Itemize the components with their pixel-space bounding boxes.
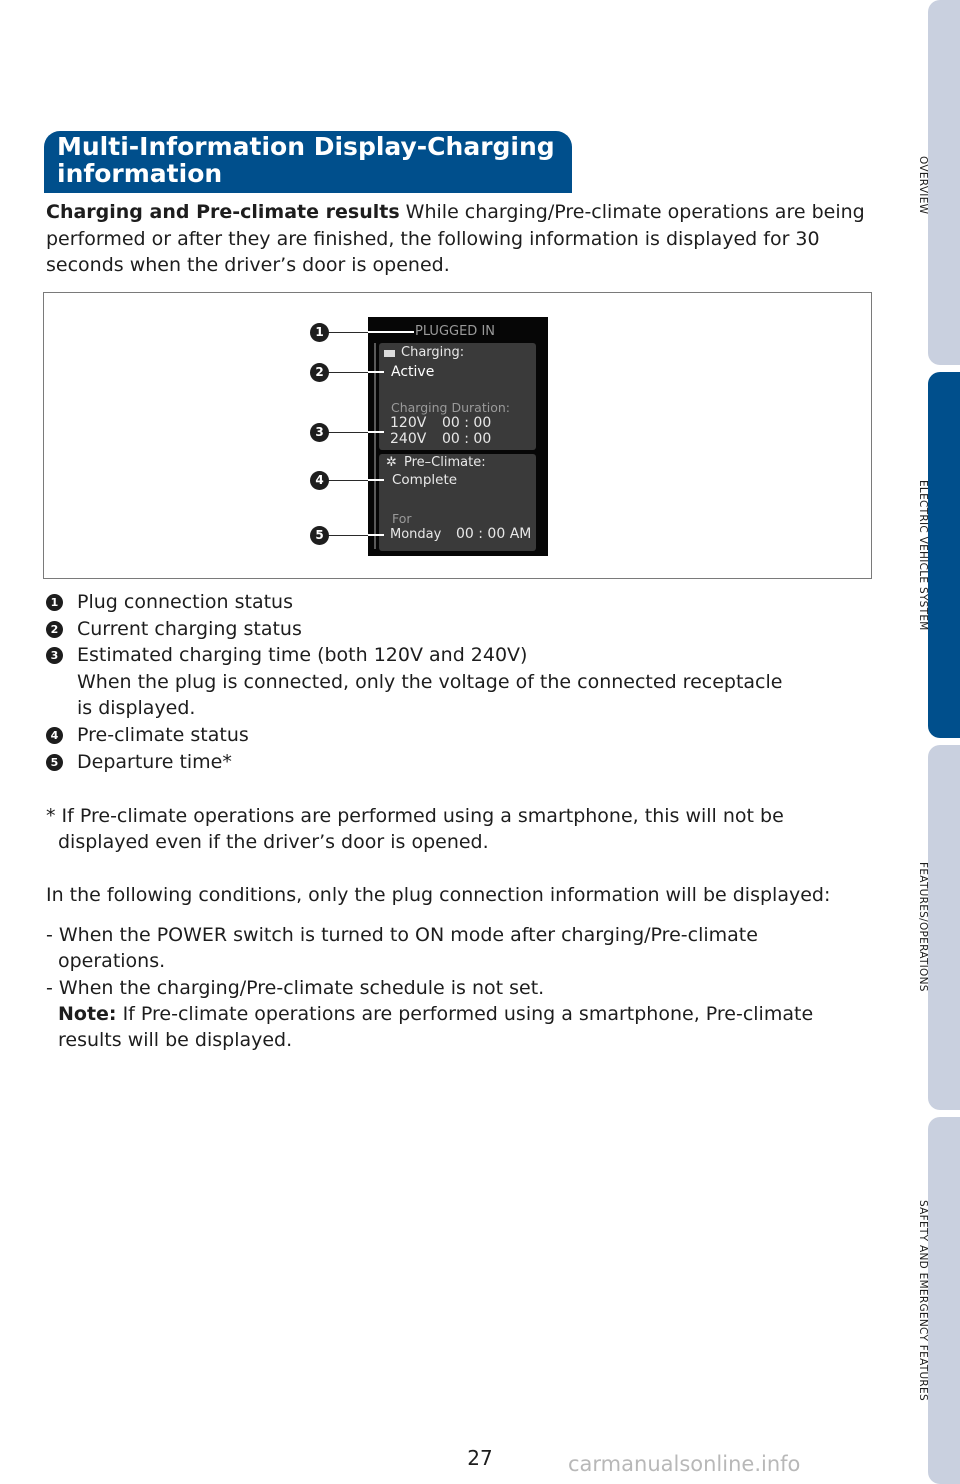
callout-leader — [368, 431, 384, 433]
section-title — [44, 131, 572, 193]
section-title-text: Multi-Information Display-Charging information — [57, 132, 555, 188]
callout-leader — [368, 479, 384, 481]
departure-time: 00 : 00 AM — [456, 526, 532, 542]
callout-badge: 2 — [310, 363, 329, 382]
callout-leader — [328, 372, 370, 373]
voltage-240: 240V — [390, 431, 427, 447]
charging-status: Active — [391, 364, 435, 380]
fan-icon: ✲ — [386, 455, 397, 470]
time-120: 00 : 00 — [442, 415, 492, 431]
intro-text: While charging/Pre-climate operations are being performed or after they are finished, the following information is displayed for 30 seconds when the driver’s door is opened. — [46, 201, 865, 276]
callout-leader — [368, 331, 414, 333]
page-number: 27 — [467, 1446, 493, 1470]
list-number: 5 — [46, 754, 63, 771]
list-item-note: is displayed. — [77, 697, 196, 719]
callout-leader — [368, 371, 384, 373]
preclimate-status: Complete — [392, 472, 458, 488]
callout-badge: 4 — [310, 471, 329, 490]
tab-overview[interactable] — [928, 0, 960, 365]
list-item: Pre-climate status — [77, 724, 249, 746]
tab-label-overview: OVERVIEW — [917, 155, 929, 215]
callout-leader — [328, 480, 370, 481]
conditions-intro: In the following conditions, only the plug connection information will be displayed: — [46, 884, 831, 906]
departure-day: Monday — [390, 527, 442, 542]
tab-label-electric-vehicle-system: ELECTRIC VEHICLE SYSTEM — [917, 479, 929, 631]
note-text: If Pre-climate operations are performed using a smartphone, Pre-climate — [116, 1003, 814, 1025]
footnote: * If Pre-climate operations are performed using a smartphone, this will not be — [46, 805, 784, 827]
intro-lead: Charging and Pre-climate results — [46, 201, 400, 223]
note — [58, 1001, 813, 1028]
plugged-in-text: PLUGGED IN — [415, 324, 496, 339]
time-240: 00 : 00 — [442, 431, 492, 447]
plug-icon — [384, 350, 395, 357]
tab-electric-vehicle-system[interactable] — [928, 372, 960, 738]
for-label: For — [392, 511, 412, 526]
tab-label-features-operations: FEATURES/OPERATIONS — [917, 862, 929, 992]
list-number: 4 — [46, 727, 63, 744]
note-label: Note: — [58, 1003, 117, 1025]
callout-leader — [328, 332, 370, 333]
condition-item: - When the charging/Pre-climate schedule is not set. — [46, 977, 545, 999]
callout-leader — [328, 432, 370, 433]
intro-paragraph — [46, 199, 878, 279]
note-text: results will be displayed. — [58, 1029, 293, 1051]
callout-badge: 3 — [310, 423, 329, 442]
list-number: 3 — [46, 647, 63, 664]
list-number: 2 — [46, 621, 63, 638]
callout-badge: 1 — [310, 323, 329, 342]
voltage-120: 120V — [390, 415, 427, 431]
list-item: Current charging status — [77, 618, 302, 640]
list-item: Estimated charging time (both 120V and 240V) — [77, 644, 528, 666]
display-side-bar — [374, 343, 376, 549]
tab-label-safety-emergency: SAFETY AND EMERGENCY FEATURES — [917, 1199, 929, 1401]
list-item: Departure time* — [77, 751, 232, 773]
watermark: carmanualsonline.info — [568, 1452, 801, 1476]
list-item: Plug connection status — [77, 591, 293, 613]
charging-duration-label: Charging Duration: — [391, 400, 510, 415]
preclimate-label: Pre–Climate: — [404, 455, 486, 470]
footnote: displayed even if the driver’s door is opened. — [58, 831, 489, 853]
condition-item: - When the POWER switch is turned to ON mode after charging/Pre-climate — [46, 924, 758, 946]
list-item-note: When the plug is connected, only the voltage of the connected receptacle — [77, 671, 783, 693]
multi-information-display — [368, 317, 548, 556]
callout-leader — [368, 534, 384, 536]
tab-safety-emergency[interactable] — [928, 1117, 960, 1484]
charging-label: Charging: — [401, 345, 465, 360]
tab-features-operations[interactable] — [928, 745, 960, 1110]
condition-item: operations. — [58, 950, 166, 972]
callout-leader — [328, 535, 370, 536]
callout-badge: 5 — [310, 526, 329, 545]
list-number: 1 — [46, 594, 63, 611]
